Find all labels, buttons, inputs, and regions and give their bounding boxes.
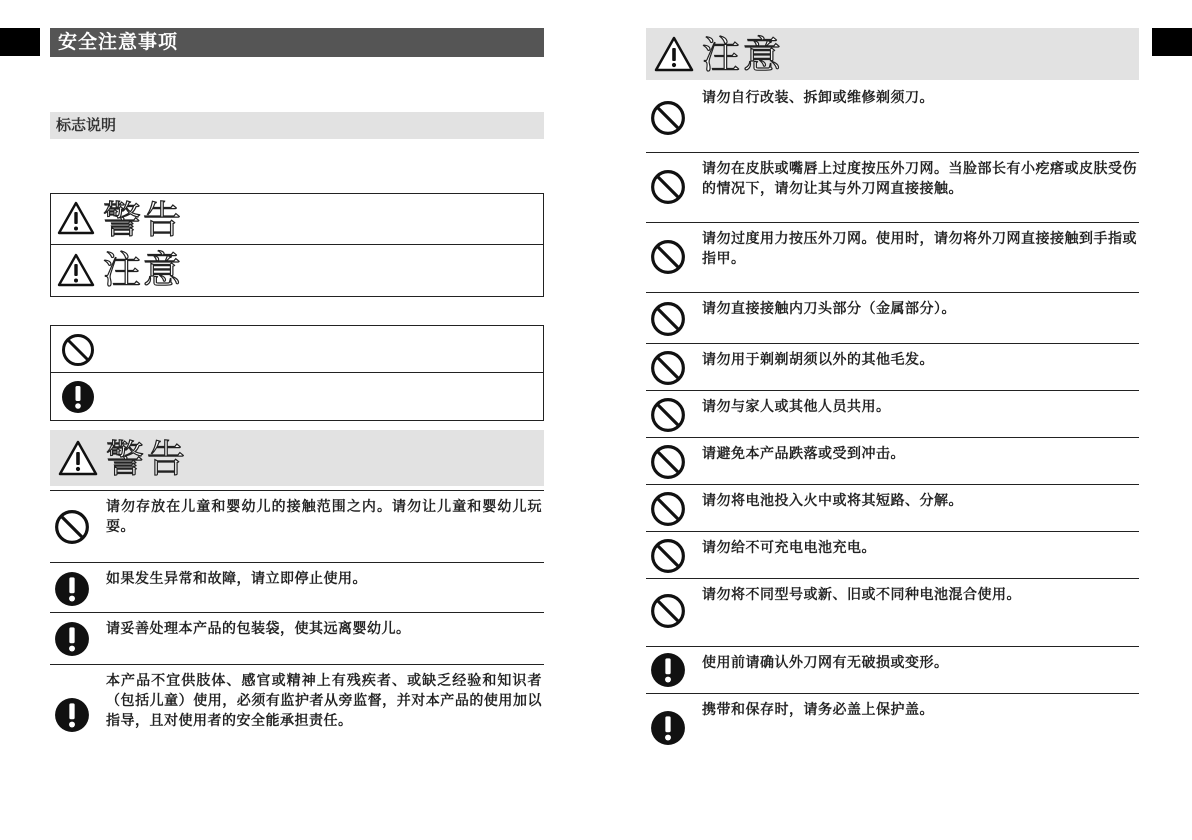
caution-item-text: 请勿用于剃剃胡须以外的其他毛发。: [702, 352, 934, 368]
warning-item-text: 本产品不宜供肢体、感官或精神上有残疾者、或缺乏经验和知识者（包括儿童）使用，必须有监护者从旁监督，并对本产品的使用加以指导，且对使用者的安全能承担责任。: [106, 673, 542, 729]
legend-row-prohibition: [51, 326, 543, 373]
warning-triangle-icon: [57, 201, 95, 235]
legend-warning-word: 警告: [103, 198, 184, 242]
caution-item-6: [646, 390, 1139, 437]
caution-item-text: 请勿过度用力按压外刀网。使用时，请勿将外刀网直接接触到手指或指甲。: [702, 231, 1137, 267]
caution-item-5: [646, 343, 1139, 390]
warning-item-1: [50, 490, 544, 562]
caution-item-10: [646, 578, 1139, 646]
caution-item-7: [646, 437, 1139, 484]
prohibition-icon: [650, 444, 686, 480]
prohibition-icon: [650, 397, 686, 433]
caution-item-text: 使用前请确认外刀网有无破损或变形。: [702, 655, 949, 671]
warning-item-text: 请勿存放在儿童和婴幼儿的接触范围之内。请勿让儿童和婴幼儿玩耍。: [106, 499, 542, 535]
warning-section-header: [50, 430, 544, 486]
caution-item-text: 请勿直接接触内刀头部分（金属部分）。: [702, 301, 956, 317]
prohibition-icon: [650, 593, 686, 629]
warning-item-3: [50, 612, 544, 664]
mandatory-icon: [61, 380, 95, 414]
caution-section-header: [646, 28, 1139, 80]
legend-caution-word: 注意: [103, 248, 184, 292]
mandatory-icon: [650, 710, 686, 746]
legend-row-warning: [51, 194, 543, 245]
caution-item-3: [646, 222, 1139, 292]
prohibition-icon: [650, 350, 686, 386]
prohibition-icon: [650, 169, 686, 205]
mandatory-icon: [650, 652, 686, 688]
caution-section-title: 注意: [702, 33, 785, 77]
caution-item-text: 请勿将电池投入火中或将其短路、分解。: [702, 493, 963, 509]
signal-word-legend: [50, 193, 544, 297]
caution-item-text: 请勿将不同型号或新、旧或不同种电池混合使用。: [702, 587, 1021, 603]
caution-item-12: [646, 693, 1139, 753]
legend-row-caution: [51, 245, 543, 296]
warning-item-2: [50, 562, 544, 612]
mandatory-icon: [54, 571, 90, 607]
prohibition-icon: [650, 239, 686, 275]
caution-triangle-icon: [654, 36, 694, 72]
caution-triangle-icon: [57, 253, 95, 287]
prohibition-icon: [54, 509, 90, 545]
caution-item-text: 请勿给不可充电电池充电。: [702, 540, 876, 556]
caution-item-text: 请勿与家人或其他人员共用。: [702, 399, 891, 415]
prohibition-icon: [650, 491, 686, 527]
legend-row-mandatory: [51, 373, 543, 420]
warning-item-4: [50, 664, 544, 764]
caution-item-text: 请避免本产品跌落或受到冲击。: [702, 446, 905, 462]
caution-item-text: 请勿自行改装、拆卸或维修剃须刀。: [702, 90, 934, 106]
warning-item-text: 请妥善处理本产品的包装袋，使其远离婴幼儿。: [106, 621, 411, 637]
caution-item-8: [646, 484, 1139, 531]
page-tab-marker-left: [0, 28, 40, 56]
page-tab-marker-right: [1152, 28, 1192, 56]
symbol-explanation-heading: 标志说明: [50, 112, 544, 139]
caution-item-9: [646, 531, 1139, 578]
warning-item-text: 如果发生异常和故障，请立即停止使用。: [106, 571, 367, 587]
prohibition-icon: [61, 333, 95, 367]
warning-section-title: 警告: [106, 437, 189, 481]
caution-item-text: 请勿在皮肤或嘴唇上过度按压外刀网。当脸部长有小疙瘩或皮肤受伤的情况下，请勿让其与外刀网直接接触。: [702, 161, 1137, 197]
symbol-legend: [50, 325, 544, 421]
caution-item-1: [646, 82, 1139, 152]
caution-item-text: 携带和保存时，请务必盖上保护盖。: [702, 702, 934, 718]
mandatory-icon: [54, 697, 90, 733]
prohibition-icon: [650, 301, 686, 337]
page-title: 安全注意事项: [50, 28, 544, 57]
caution-item-4: [646, 292, 1139, 343]
mandatory-icon: [54, 621, 90, 657]
prohibition-icon: [650, 100, 686, 136]
warning-triangle-icon: [58, 440, 98, 476]
caution-item-11: [646, 646, 1139, 693]
caution-item-2: [646, 152, 1139, 222]
prohibition-icon: [650, 538, 686, 574]
